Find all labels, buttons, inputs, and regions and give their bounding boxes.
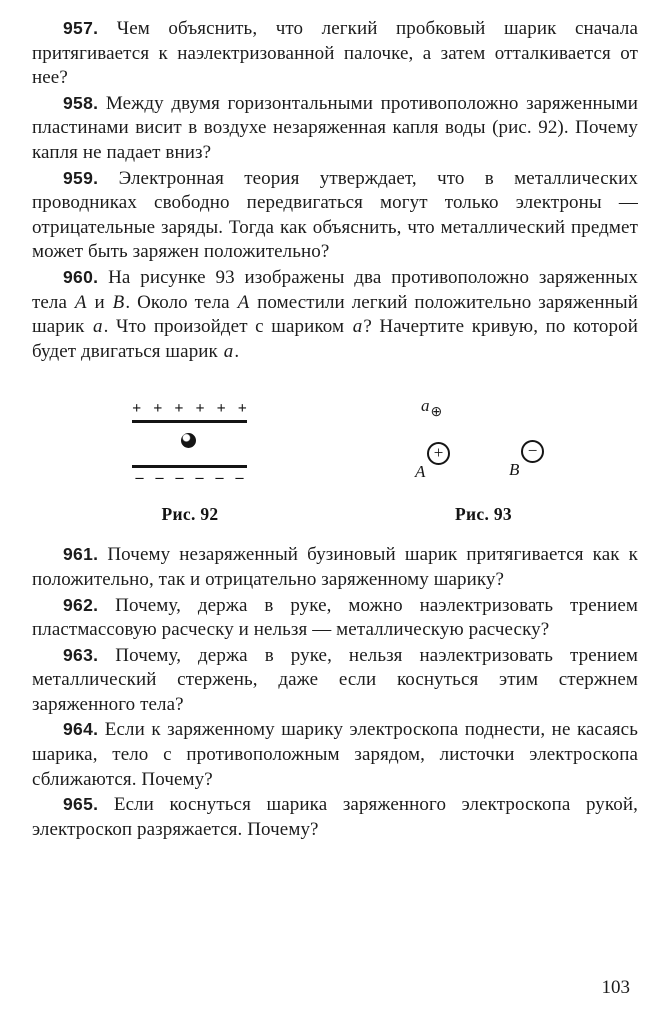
problem-text: Если коснуться шарика заряженного электроскопа рукой, электроскоп разряжается. Почему? xyxy=(32,794,638,840)
problem-paragraph xyxy=(32,265,638,364)
problem-paragraph xyxy=(32,643,638,718)
fig93-caption: Рис. 93 xyxy=(455,504,512,525)
fig93-body-b-circle xyxy=(521,440,544,463)
problem-text: и xyxy=(87,291,112,313)
problem-text: Почему, держа в руке, нельзя наэлектризовать трением металлический стержень, даже если коснуться этим стержнем заряженного тела? xyxy=(32,644,638,715)
fig93-oplus-icon: ⊕ xyxy=(430,405,443,421)
problem-math-symbol: a xyxy=(93,316,103,338)
problem-text: Почему, держа в руке, можно наэлектризовать трением пластмассовую расческу и нельзя — металлическую расческу? xyxy=(32,594,638,641)
figures-row xyxy=(32,364,638,542)
problem-text: ? Начертите кривую, по которой будет двигаться шарик xyxy=(32,316,639,362)
problem-text: . xyxy=(234,340,240,362)
problems-section-top xyxy=(32,16,638,364)
problem-math-symbol: a xyxy=(352,316,363,338)
problem-paragraph xyxy=(32,593,638,643)
fig93-ball-label: a xyxy=(421,396,430,416)
fig93-body-a-label: A xyxy=(415,462,426,482)
problem-text: Чем объяснить, что легкий пробковый шарик сначала притягивается к наэлектризованной палочке, а затем отталкивается от нее? xyxy=(32,18,638,89)
figure-93 xyxy=(408,397,558,537)
problem-number: 965. xyxy=(63,794,99,815)
problem-number: 963. xyxy=(63,644,99,665)
fig93-body-b-label: B xyxy=(509,460,520,480)
problem-text: Почему незаряженный бузиновый шарик притягивается как к положительно, так и отрицательно заряженному шарику? xyxy=(32,544,638,590)
fig92-water-droplet xyxy=(181,433,196,448)
problem-text: Если к заряженному шарику электроскопа поднести, не касаясь шарика, тело с противоположным зарядом, листочки электроскопа сближаются. Почему? xyxy=(32,719,638,790)
problem-number: 957. xyxy=(63,18,99,38)
figure-92 xyxy=(130,400,250,540)
problem-paragraph xyxy=(32,16,638,91)
problem-math-symbol: A xyxy=(237,291,250,313)
problem-number: 961. xyxy=(63,544,99,565)
problem-text: Между двумя горизонтальными противоположно заряженными пластинами висит в воздухе незаряженная капля воды (рис. 92). Почему капля не падает вниз? xyxy=(32,92,638,163)
problem-paragraph xyxy=(32,166,638,265)
fig92-caption: Рис. 92 xyxy=(161,504,219,525)
fig93-charged-ball-a xyxy=(421,396,443,421)
fig92-top-plate xyxy=(132,420,247,423)
problem-number: 962. xyxy=(63,594,99,615)
problem-math-symbol: A xyxy=(74,291,87,313)
problem-text: . Что произойдет с шариком xyxy=(103,316,352,338)
problem-paragraph xyxy=(32,717,638,792)
problem-math-symbol: B xyxy=(112,291,125,313)
problems-section-bottom xyxy=(32,542,638,842)
fig92-plus-charges-row: + + + + + + xyxy=(132,400,248,418)
problem-text: поместили легкий положительно заряженный шарик xyxy=(32,291,639,338)
fig92-minus-charges-row: – – – – – – xyxy=(135,469,245,487)
fig93-body-a-charge-sign: + xyxy=(433,443,444,463)
problem-paragraph xyxy=(32,792,638,842)
problem-number: 959. xyxy=(63,167,99,188)
problem-text: Электронная теория утверждает, что в металлических проводниках свободно передвигаться могут только электроны — отрицательные заряды. Тогда как объяснить, что металлический предмет может быть заряжен положительно? xyxy=(32,167,638,263)
problem-math-symbol: a xyxy=(223,340,234,362)
problem-paragraph xyxy=(32,91,638,166)
page-number: 103 xyxy=(601,977,630,998)
problem-number: 958. xyxy=(63,92,99,113)
page-text-block xyxy=(32,16,638,842)
fig92-bottom-plate xyxy=(132,465,247,468)
problem-text: . Около тела xyxy=(125,291,237,313)
problem-number: 960. xyxy=(63,266,99,287)
fig93-body-a-circle xyxy=(427,442,450,465)
fig93-body-b-charge-sign: − xyxy=(527,441,538,461)
problem-paragraph xyxy=(32,542,638,592)
problem-number: 964. xyxy=(63,719,99,740)
problem-text: На рисунке 93 изображены два противоположно заряженных тела xyxy=(32,266,638,313)
